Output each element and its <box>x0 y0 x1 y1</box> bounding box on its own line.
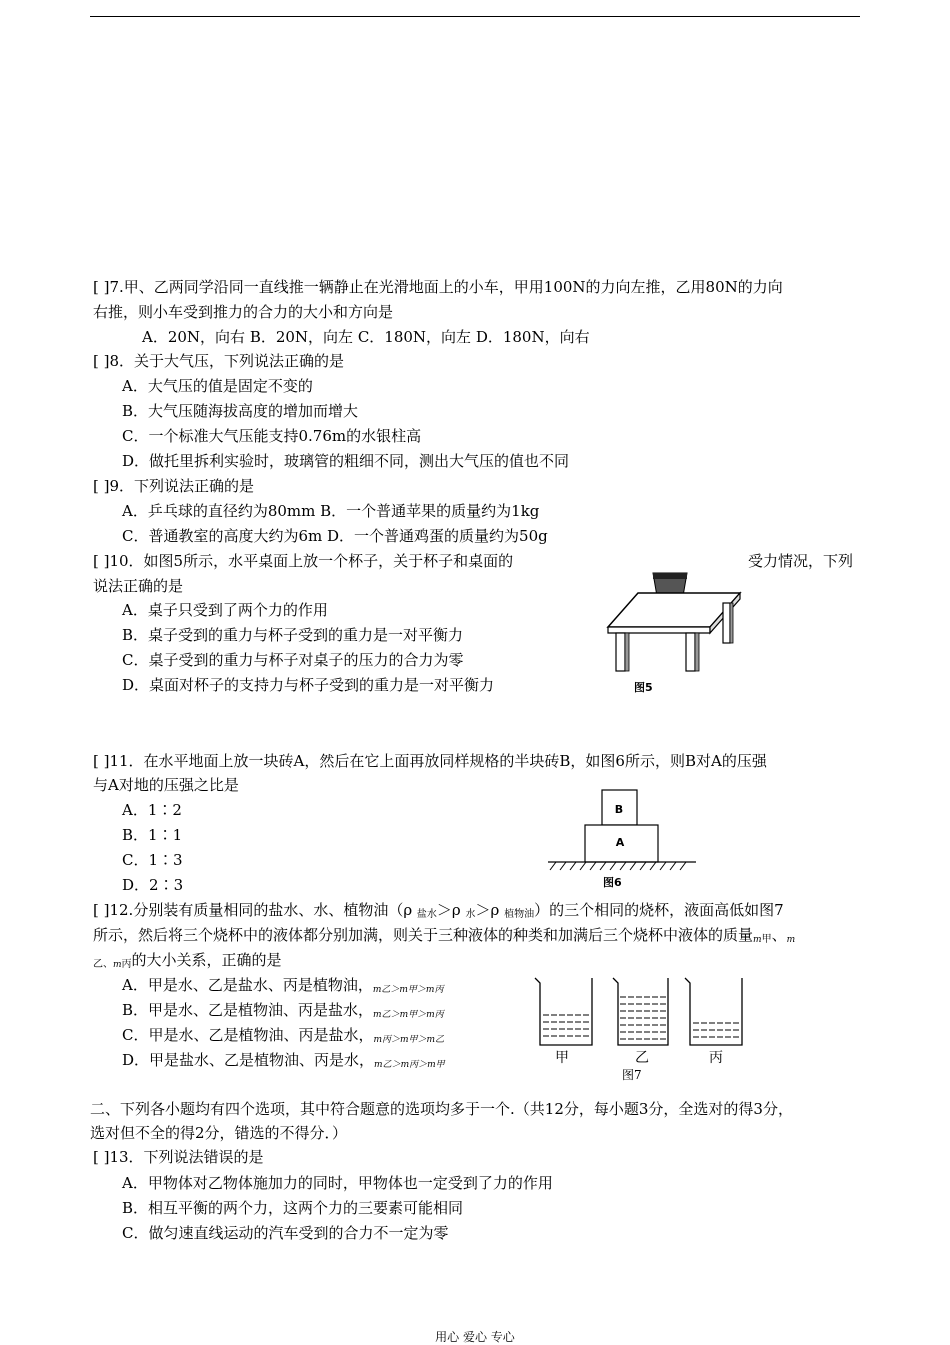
q7-stem-line2: 右推，则小车受到推力的合力的大小和方向是 <box>93 303 394 321</box>
figure-6-bricks <box>548 788 698 890</box>
q7-stem-line1: [ ]7.甲、乙两同学沿同一直线推一辆静止在光滑地面上的小车，甲用100N的力向左推，乙用80N的力向 <box>93 278 783 296</box>
q13-stem: [ ]13．下列说法错误的是 <box>93 1148 264 1166</box>
q11-option-d: D．2∶3 <box>122 876 184 894</box>
q11-stem-line1: [ ]11．在水平地面上放一块砖A，然后在它上面再放同样规格的半块砖B，如图6所示，则B对A的压强 <box>93 752 767 770</box>
q8-stem: [ ]8．关于大气压，下列说法正确的是 <box>93 352 345 370</box>
beaker-yi-label: 乙 <box>635 1050 649 1066</box>
beaker-bing <box>685 978 742 1045</box>
q12-option-d: D．甲是盐水、乙是植物油、丙是水，$_{m乙>m丙>m甲}$ <box>122 1051 445 1070</box>
q8-option-d: D．做托里拆利实验时，玻璃管的粗细不同，测出大气压的值也不同 <box>122 452 570 470</box>
beaker-yi <box>613 978 668 1045</box>
header-rule <box>90 16 860 17</box>
q9-options-ab: A．乒乓球的直径约为80mm B．一个普通苹果的质量约为1kg <box>122 502 540 520</box>
q8-option-a: A．大气压的值是固定不变的 <box>122 377 313 395</box>
figure-7-caption: 图7 <box>622 1068 642 1082</box>
section-2-heading-line1: 二、下列各小题均有四个选项，其中符合题意的选项均多于一个.（共12分，每小题3分，全选对的得3分， <box>90 1100 793 1118</box>
q10-stem-line1b: 受力情况，下列 <box>748 552 854 570</box>
beaker-jia-label: 甲 <box>555 1050 569 1066</box>
q11-option-a: A．1∶2 <box>122 801 182 819</box>
q8-option-b: B．大气压随海拔高度的增加而增大 <box>122 402 359 420</box>
q12-stem-line2: 所示，然后将三个烧杯中的液体都分别加满，则关于三种液体的种类和加满后三个烧杯中液体的质量$_m$甲、$_m$ <box>93 926 796 945</box>
figure-6-caption: 图6 <box>603 876 622 889</box>
q10-stem-line1a: [ ]10．如图5所示，水平桌面上放一个杯子，关于杯子和桌面的 <box>93 552 514 570</box>
q13-option-b: B．相互平衡的两个力，这两个力的三要素可能相同 <box>122 1199 464 1217</box>
q13-option-c: C．做匀速直线运动的汽车受到的合力不一定为零 <box>122 1224 449 1242</box>
q12-option-a: A．甲是水、乙是盐水、丙是植物油，$_{m乙>m甲>m丙}$ <box>122 976 444 995</box>
figure-5-caption: 图5 <box>634 681 653 694</box>
figure-7-beakers <box>530 975 760 1083</box>
q10-option-c: C．桌子受到的重力与杯子对桌子的压力的合力为零 <box>122 651 464 669</box>
q12-stem-line1: [ ]12.分别装有质量相同的盐水、水、植物油（ρ 盐水＞ρ 水＞ρ 植物油）的三个相同的烧杯，液面高低如图7 <box>93 901 784 920</box>
q13-option-a: A．甲物体对乙物体施加力的同时，甲物体也一定受到了力的作用 <box>122 1174 553 1192</box>
q9-options-cd: C．普通教室的高度大约为6m D．一个普通鸡蛋的质量约为50g <box>122 527 548 545</box>
page-footer: 用心 爱心 专心 <box>435 1330 515 1344</box>
q9-stem: [ ]9．下列说法正确的是 <box>93 477 255 495</box>
brick-a-label: A <box>615 836 625 849</box>
beaker-jia <box>535 978 592 1045</box>
q10-option-d: D．桌面对杯子的支持力与杯子受到的重力是一对平衡力 <box>122 676 495 694</box>
beaker-bing-label: 丙 <box>709 1050 723 1066</box>
q12-stem-line3: 乙、$_m$丙的大小关系，正确的是 <box>93 951 282 970</box>
q11-option-b: B．1∶1 <box>122 826 183 844</box>
q10-option-a: A．桌子只受到了两个力的作用 <box>122 601 328 619</box>
q7-options: A．20N，向右 B．20N，向左 C．180N，向左 D．180N，向右 <box>142 328 590 346</box>
q11-option-c: C．1∶3 <box>122 851 183 869</box>
q8-option-c: C．一个标准大气压能支持0.76m的水银柱高 <box>122 427 422 445</box>
q11-stem-line2: 与A对地的压强之比是 <box>93 776 239 794</box>
section-2-heading-line2: 选对但不全的得2分，错选的不得分．） <box>90 1124 348 1142</box>
q10-option-b: B．桌子受到的重力与杯子受到的重力是一对平衡力 <box>122 626 464 644</box>
figure-5-table-with-cup <box>600 565 750 700</box>
q12-option-b: B．甲是水、乙是植物油、丙是盐水，$_{m乙>m甲>m丙}$ <box>122 1001 444 1020</box>
q12-option-c: C．甲是水、乙是植物油、丙是盐水，$_{m丙>m甲>m乙}$ <box>122 1026 445 1045</box>
brick-b-label: B <box>614 803 624 816</box>
q10-stem-line2: 说法正确的是 <box>93 577 184 595</box>
